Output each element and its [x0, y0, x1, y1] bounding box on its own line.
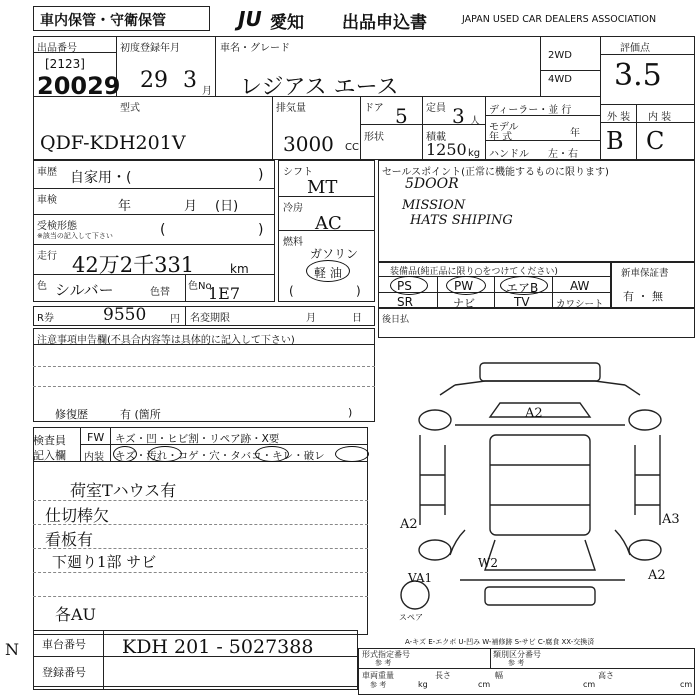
plate-label: 登録番号	[42, 666, 86, 679]
fuel-open: (	[289, 284, 294, 298]
equip-navi: ナビ	[453, 297, 475, 310]
name-change-label: 名変期限	[190, 313, 230, 324]
rear-seal-label: 後日払	[382, 315, 410, 325]
selling-point-2: MISSION	[402, 198, 466, 213]
shift-value: MT	[307, 177, 338, 198]
doors-value: 5	[395, 104, 408, 128]
doors-label: ドア	[364, 103, 384, 114]
interior-circle-2	[148, 446, 182, 462]
warranty-label: 新車保証書	[621, 268, 669, 279]
capacity-label: 定員	[426, 103, 446, 114]
car-name-label: 車名・グレード	[220, 43, 290, 54]
interior-circle-1	[113, 446, 137, 462]
lot-label: 出品番号	[37, 43, 77, 54]
history-close: )	[258, 167, 264, 183]
history-label: 車歴	[37, 167, 57, 178]
selling-point-1: 5DOOR	[405, 176, 459, 192]
fuel-label: 燃料	[283, 237, 303, 248]
warranty-value: 有 ・ 無	[623, 290, 663, 303]
registration-month: 3	[183, 68, 197, 93]
equipment-label: 装備品(純正品に限り○をつけてください)	[390, 267, 558, 277]
damage-mark-3: A3	[662, 512, 680, 527]
displacement-label: 排気量	[276, 103, 306, 114]
height-unit: cm	[680, 680, 693, 689]
mileage-label: 走行	[37, 251, 57, 262]
displacement-value: 3000	[283, 132, 334, 156]
exterior-grade: B	[606, 127, 624, 155]
car-name-value: レジアス エース	[240, 75, 399, 100]
recycle-close: )	[258, 222, 264, 238]
color-value: シルバー	[55, 281, 114, 299]
model-value: QDF-KDH201V	[40, 132, 186, 154]
model-year-label1: モデル	[489, 122, 519, 133]
equip-seat: カワシート	[556, 299, 604, 310]
width-unit: cm	[583, 680, 596, 689]
ac-label: 冷房	[283, 203, 303, 214]
shaken-year: 年	[118, 199, 132, 214]
type-no-label: 形式指定番号	[362, 650, 410, 659]
spare-label: スペア	[399, 613, 423, 622]
equip-ps: PS	[397, 279, 412, 293]
ac-value: AC	[315, 213, 342, 234]
interior-circle-3	[255, 446, 289, 462]
org-name: 愛知	[270, 13, 304, 33]
r-tax-label: R券	[37, 313, 54, 324]
width-label: 幅	[495, 671, 503, 680]
fuel-diesel: 軽 油	[314, 266, 342, 280]
repair-close: )	[348, 406, 353, 419]
inspector-fw: FW	[87, 431, 105, 444]
interior-label: 内 装	[648, 112, 672, 123]
selling-points-label: セールスポイント(正常に機能するものに限ります)	[382, 167, 609, 178]
vehicle-weight-label: 車両重量	[362, 671, 394, 680]
color-code: 1E7	[208, 284, 241, 303]
damage-mark-1: A2	[525, 406, 543, 421]
capacity-value: 3	[452, 104, 465, 128]
history-value: 自家用・(	[70, 170, 132, 186]
rating-label: 評価点	[620, 43, 650, 54]
model-year-label2: 年 式	[489, 132, 513, 143]
damage-mark-6: VA1	[408, 571, 433, 585]
length-label: 長さ	[435, 671, 451, 680]
inspector-fw-items: キズ・凹・ヒビ割・リペア跡・X要	[115, 433, 280, 445]
length-unit: cm	[478, 680, 491, 689]
recycle-label: 受検形態	[37, 221, 77, 232]
color-label: 色	[37, 281, 47, 292]
damage-mark-4: W2	[478, 556, 498, 570]
dealer-label: ディーラー・並 行	[489, 105, 572, 116]
height-label: 高さ	[598, 671, 614, 680]
damage-legend: A-キズ E-エクボ U-凹み W-補修跡 S-サビ C-腐食 XX-交換済	[405, 638, 595, 646]
equip-pw-circle	[446, 276, 486, 295]
chassis-label: 車台番号	[42, 638, 86, 651]
inspector-interior-items: キズ・汚れ・コゲ・穴・タバコ・キレ・破レ	[115, 450, 325, 462]
repair-value: 有 (箇所	[120, 408, 161, 421]
registration-label: 初度登録年月	[120, 43, 180, 54]
handle-options: 左・右	[548, 149, 578, 160]
equip-ps-circle	[390, 276, 428, 295]
shaken-label: 車検	[37, 195, 57, 206]
shaken-day: (日)	[215, 199, 239, 214]
association-name: JAPAN USED CAR DEALERS ASSOCIATION	[462, 14, 657, 25]
selling-point-3: HATS SHIPING	[410, 213, 513, 228]
equip-aw: AW	[570, 279, 590, 293]
fuel-close: )	[356, 284, 361, 298]
drive-4wd: 4WD	[548, 74, 572, 85]
rating-score: 3.5	[614, 58, 662, 93]
equip-airbag-circle	[500, 276, 548, 295]
fuel-diesel-circle	[306, 260, 350, 282]
equip-pw: PW	[454, 279, 474, 293]
fuel-gasoline: ガソリン	[310, 247, 359, 261]
repair-label: 修復歴	[55, 408, 88, 421]
note-5: 各AU	[55, 605, 97, 624]
note-2: 仕切棒欠	[45, 506, 110, 525]
load-unit: kg	[468, 148, 481, 159]
drive-2wd: 2WD	[548, 50, 572, 61]
damage-mark-2: A2	[400, 517, 418, 532]
inspector-interior: 内装	[84, 452, 104, 463]
year-suffix: 年	[570, 128, 580, 139]
load-label: 積載	[426, 132, 446, 143]
recycle-open: (	[160, 222, 166, 238]
shift-label: シフト	[283, 167, 313, 178]
registration-year: 29	[140, 68, 168, 93]
exterior-label: 外 装	[607, 112, 631, 123]
load-value: 1250	[426, 140, 467, 159]
name-change-month: 月	[306, 313, 316, 324]
lot-sub-number: [2123]	[45, 57, 85, 71]
interior-grade: C	[646, 127, 665, 155]
notices-label: 注意事項申告欄(不具合内容等は具体的に記入して下さい)	[37, 335, 295, 346]
shape-label: 形状	[364, 132, 384, 143]
displacement-unit: CC	[345, 142, 359, 153]
inspector-label2: 記入欄	[33, 449, 66, 462]
equip-tv: TV	[514, 295, 530, 309]
equip-sr: SR	[397, 295, 413, 309]
color-code-label: 色替	[150, 287, 170, 298]
mileage-value: 42万2千331	[72, 253, 195, 277]
shaken-month: 月	[184, 199, 198, 214]
name-change-day: 日	[352, 313, 362, 324]
note-3: 看板有	[45, 530, 94, 549]
r-tax-unit: 円	[170, 314, 180, 325]
interior-circle-4	[335, 446, 369, 462]
damage-mark-5: A2	[648, 568, 666, 583]
ju-logo: JU	[238, 7, 262, 31]
form-title: 出品申込書	[342, 13, 427, 33]
model-label: 型式	[120, 103, 140, 114]
weight-ref: 参 考	[370, 681, 387, 689]
margin-mark: N	[5, 640, 19, 659]
car-damage-diagram	[395, 355, 695, 630]
r-tax-value: 9550	[103, 305, 147, 325]
handle-label: ハンドル	[489, 149, 529, 160]
type-ref: 参 考	[375, 659, 392, 667]
color-code-num-label: 色No	[188, 281, 212, 292]
lot-number: 20029	[37, 72, 121, 100]
class-ref: 参 考	[508, 659, 525, 667]
recycle-note: ※該当の記入して下さい	[37, 232, 113, 240]
mileage-unit: km	[230, 262, 249, 276]
storage-label: 車内保管・守衛保管	[40, 13, 166, 29]
registration-month-unit: 月	[202, 86, 212, 97]
note-1: 荷室Tハウス有	[70, 481, 177, 500]
equip-airbag: エアB	[506, 281, 539, 295]
weight-unit: kg	[418, 680, 428, 689]
chassis-value: KDH 201 - 5027388	[122, 636, 314, 658]
note-4: 下廻り1部 サビ	[52, 553, 157, 571]
rear-seal-box	[378, 308, 695, 338]
capacity-unit: 人	[470, 116, 480, 127]
inspector-label1: 検査員	[33, 434, 66, 447]
class-no-label: 類別区分番号	[493, 650, 541, 659]
